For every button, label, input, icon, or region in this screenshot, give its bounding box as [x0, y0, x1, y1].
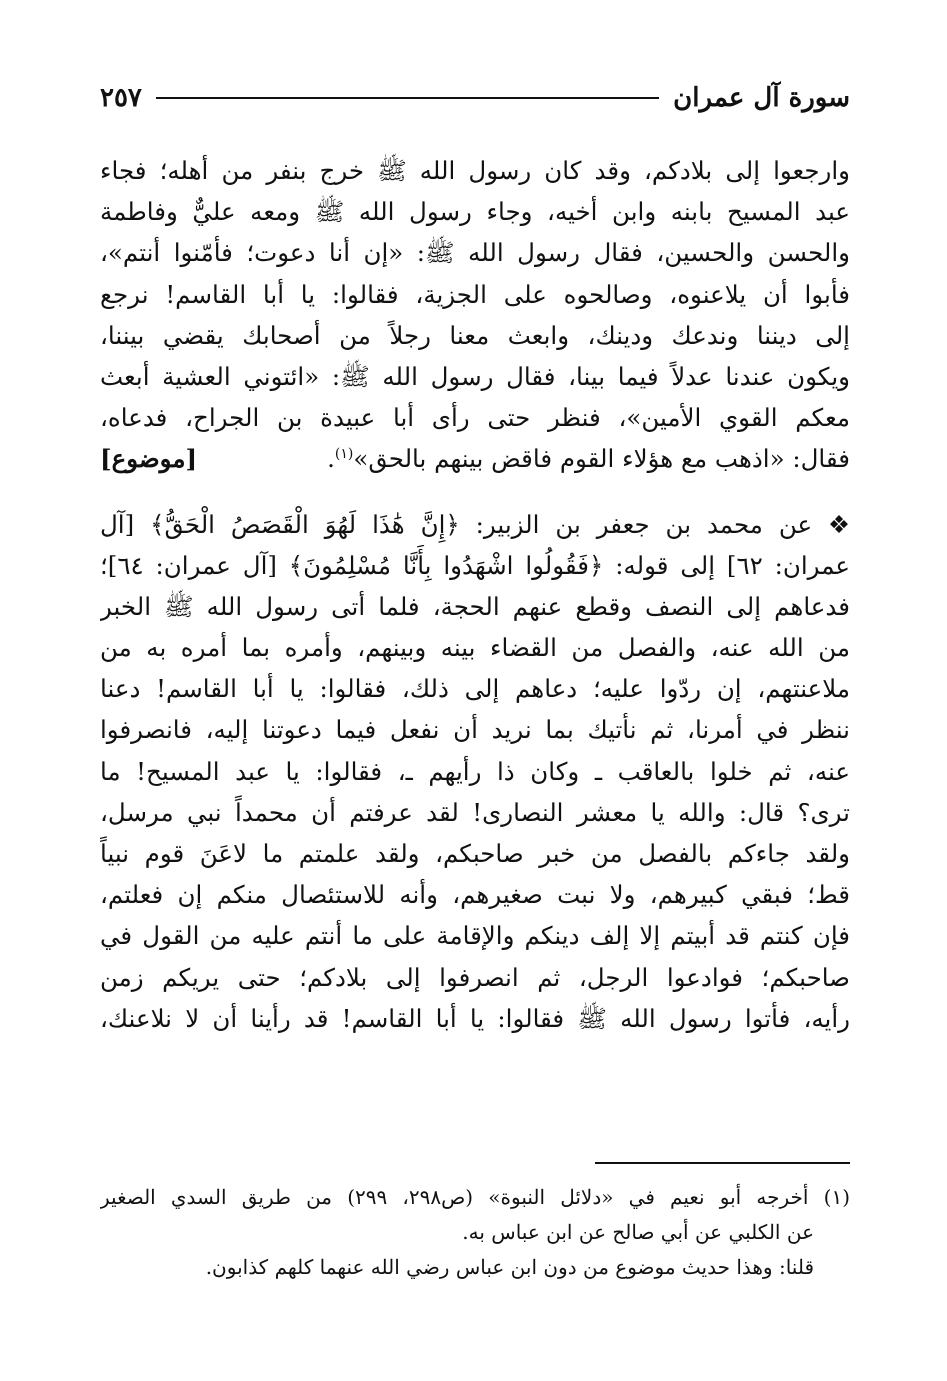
text-line: وارجعوا إلى بلادكم، وقد كان رسول الله ﷺ خرج بنفر من أهله؛ فجاء — [100, 156, 850, 185]
text-line: فأبوا أن يلاعنوه، وصالحوه على الجزية، فقالوا: يا أبا القاسم! نرجع — [100, 279, 850, 309]
text-line: من الله عنه، والفصل من القضاء بينه وبينهم، وأمره بما أمره به من — [100, 633, 850, 663]
paragraph-gap — [100, 480, 850, 504]
text-line: قط؛ فبقي كبيرهم، ولا نبت صغيرهم، وأنه للاستئصال منكم إن فعلتم، — [100, 880, 850, 910]
page-header — [100, 78, 850, 118]
text-line: ويكون عندنا عدلاً فيما بينا، فقال رسول الله ﷺ: «ائتوني العشية أبعث — [100, 361, 850, 391]
verdict-label: [موضوع] — [100, 444, 198, 474]
paragraph-2 — [100, 504, 850, 1039]
footnote-note: قلنا: وهذا حديث موضوع من دون ابن عباس رضي الله عنهما كلهم كذابون. — [205, 1255, 814, 1279]
text-line: معكم القوي الأمين»، فنظر حتى رأى أبا عبيدة بن الجراح، فدعاه، — [100, 403, 850, 433]
text-line: عبد المسيح بابنه وابن أخيه، وجاء رسول الله ﷺ ومعه عليٌّ وفاطمة — [100, 197, 850, 227]
paragraph-1 — [100, 150, 850, 480]
text-line-last — [100, 438, 850, 479]
text-line: ❖ عن محمد بن جعفر بن الزبير: ﴿إِنَّ هَٰذَا لَهُوَ الْقَصَصُ الْحَقُّ﴾ [آل — [100, 509, 850, 539]
footnotes — [100, 1180, 850, 1285]
full-stop: . — [327, 444, 335, 474]
footnote-reference: (١) — [334, 446, 354, 463]
footnote-line: عن الكلبي عن أبي صالح عن ابن عباس به. — [462, 1220, 814, 1244]
text-line: عنه، ثم خلوا بالعاقب ـ وكان ذا رأيهم ـ، فقالوا: يا عبد المسيح! ما — [100, 756, 850, 786]
footnote-line: (١) أخرجه أبو نعيم في «دلائل النبوة» (ص٢٩٨، ٢٩٩) من طريق السدي الصغير — [100, 1185, 850, 1209]
text-line: فدعاهم إلى النصف وقطع عنهم الحجة، فلما أتى رسول الله ﷺ الخبر — [100, 591, 850, 621]
text-line: فإن كنتم قد أبيتم إلا إلف دينكم والإقامة على ما أنتم عليه من القول في — [100, 921, 850, 951]
text-line: ملاعنتهم، إن ردّوا عليه؛ دعاهم إلى ذلك، فقالوا: يا أبا القاسم! دعنا — [100, 674, 850, 704]
text-line: عمران: ٦٢] إلى قوله: ﴿فَقُولُوا اشْهَدُوا بِأَنَّا مُسْلِمُونَ﴾ [آل عمران: ٦٤]؛ — [100, 550, 850, 580]
surah-title: سورة آل عمران — [673, 83, 850, 113]
text-line: ننظر في أمرنا، ثم نأتيك بما نريد أن نفعل فيما دعوتنا إليه، فانصرفوا — [100, 715, 850, 745]
text-line: والحسن والحسين، فقال رسول الله ﷺ: «إن أنا دعوت؛ فأمّنوا أنتم»، — [100, 238, 850, 268]
text-line: ولقد جاءكم بالفصل من خبر صاحبكم، ولقد علمتم ما لاعَنَ قوم نبياً — [100, 839, 850, 868]
text-line: صاحبكم؛ فوادعوا الرجل، ثم انصرفوا إلى بلادكم؛ حتى يريكم زمن — [100, 962, 850, 992]
text-line: إلى ديننا وندعك ودينك، وابعث معنا رجلاً من أصحابك يقضي بيننا، — [100, 320, 850, 350]
header-rule — [156, 97, 659, 99]
main-text — [100, 150, 850, 1039]
text-line: رأيه، فأتوا رسول الله ﷺ فقالوا: يا أبا القاسم! قد رأينا أن لا نلاعنك، — [100, 1003, 850, 1033]
text-line: ترى؟ قال: والله يا معشر النصارى! لقد عرفتم أن محمداً نبي مرسل، — [100, 797, 850, 827]
page-number: ٢٥٧ — [100, 83, 142, 113]
last-line-text: فقال: «اذهب مع هؤلاء القوم فاقض بينهم بالحق» — [353, 444, 850, 474]
footnote-separator — [595, 1162, 850, 1164]
